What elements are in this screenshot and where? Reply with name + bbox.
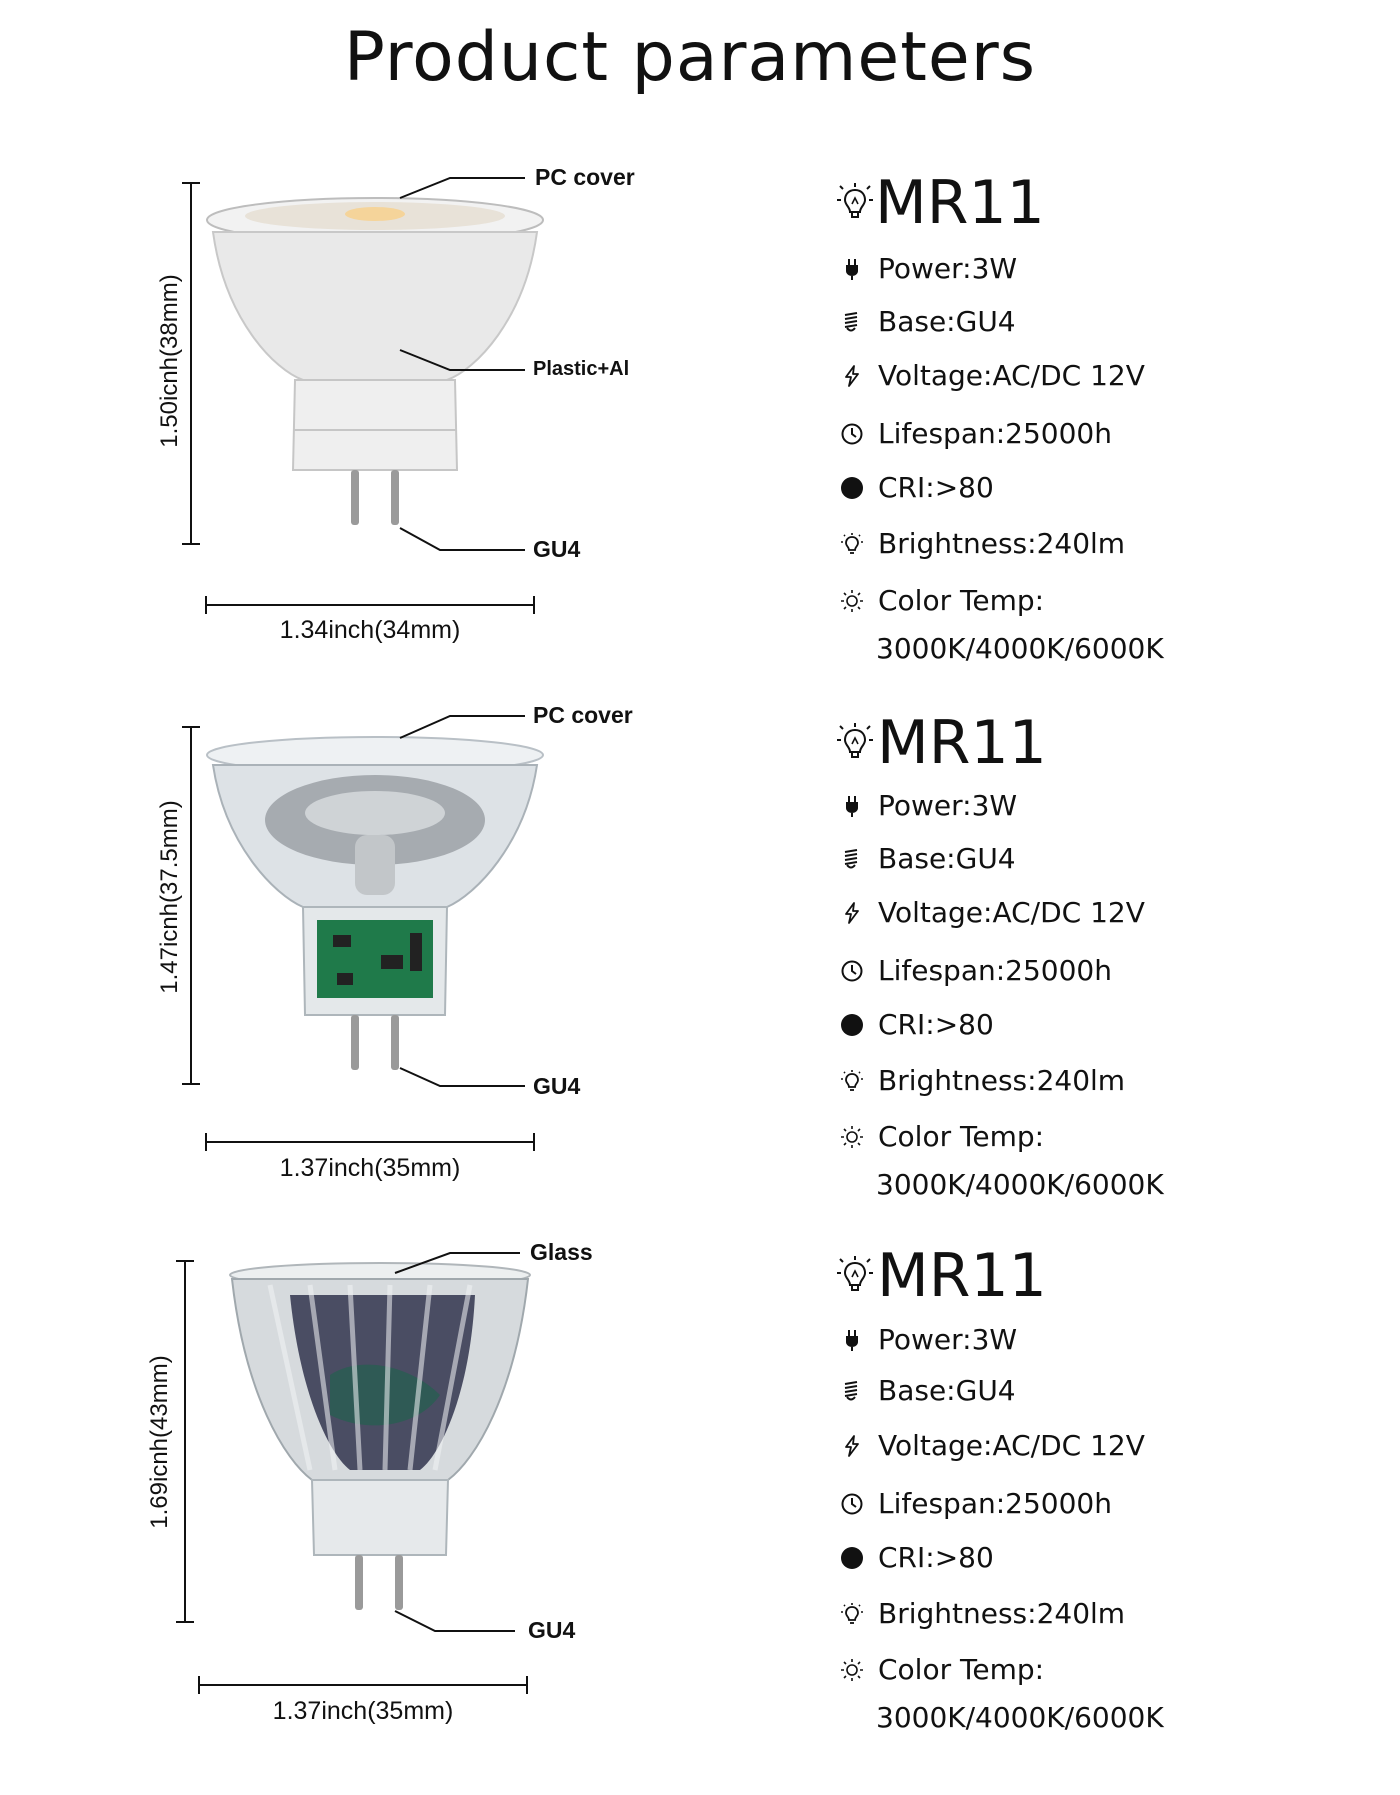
spec-brightness: Brightness:240lm	[840, 527, 1125, 560]
spec-cri: CRI:>80	[840, 471, 994, 504]
callout-pc-cover: PC cover	[535, 164, 635, 190]
lightbulb-idea-icon	[835, 182, 875, 222]
spec-base: Base:GU4	[840, 842, 1016, 875]
callout-plastic-al: Plastic+Al	[533, 358, 630, 380]
height-label: 1.47icnh(37.5mm)	[156, 800, 183, 994]
callout-gu4: GU4	[533, 536, 581, 562]
width-tick-right	[526, 1676, 528, 1694]
dot-icon	[840, 1013, 864, 1037]
width-label: 1.37inch(35mm)	[279, 1154, 461, 1182]
model-title: MR11	[877, 708, 1047, 778]
width-tick-right	[533, 1133, 535, 1151]
callout-gu4: GU4	[533, 1073, 581, 1099]
bolt-icon	[840, 1434, 864, 1458]
bolt-icon	[840, 364, 864, 388]
plug-icon	[840, 257, 864, 281]
product-section-1	[0, 160, 1400, 720]
spec-lifespan: Lifespan:25000h	[840, 1487, 1112, 1520]
sun-icon	[840, 1125, 864, 1149]
bulb-icon	[840, 1602, 864, 1626]
spec-lifespan: Lifespan:25000h	[840, 417, 1112, 450]
bolt-icon	[840, 901, 864, 925]
callout-pc-cover: PC cover	[533, 702, 633, 728]
model-title: MR11	[877, 1241, 1047, 1311]
base-icon	[840, 1379, 864, 1403]
bulb-icon	[840, 532, 864, 556]
base-icon	[840, 310, 864, 334]
spec-power: Power:3W	[840, 789, 1017, 822]
spec-lifespan: Lifespan:25000h	[840, 954, 1112, 987]
product-section-3	[0, 1235, 1400, 1795]
spec-voltage: Voltage:AC/DC 12V	[840, 359, 1145, 392]
sun-icon	[840, 1658, 864, 1682]
lightbulb-idea-icon	[835, 1255, 875, 1295]
spec-power: Power:3W	[840, 252, 1017, 285]
model-title: MR11	[875, 168, 1045, 238]
callout-gu4: GU4	[528, 1617, 576, 1643]
dot-icon	[840, 1546, 864, 1570]
lightbulb-idea-icon	[835, 722, 875, 762]
width-label: 1.37inch(35mm)	[272, 1697, 454, 1725]
callout-glass: Glass	[530, 1239, 593, 1265]
width-line	[205, 1141, 535, 1143]
bulb-icon	[840, 1069, 864, 1093]
height-label: 1.50icnh(38mm)	[156, 274, 183, 448]
spec-color-temp: Color Temp:	[840, 1120, 1044, 1153]
page-title: Product parameters	[343, 18, 1037, 97]
sun-icon	[840, 589, 864, 613]
plug-icon	[840, 1328, 864, 1352]
height-label: 1.69icnh(43mm)	[146, 1355, 173, 1529]
spec-base: Base:GU4	[840, 305, 1016, 338]
spec-color-temp: Color Temp:	[840, 584, 1044, 617]
base-icon	[840, 847, 864, 871]
width-tick-right	[533, 596, 535, 614]
clock-icon	[840, 959, 864, 983]
spec-brightness: Brightness:240lm	[840, 1064, 1125, 1097]
spec-power: Power:3W	[840, 1323, 1017, 1356]
spec-color-temp: Color Temp:	[840, 1653, 1044, 1686]
width-line	[198, 1684, 528, 1686]
spec-cri: CRI:>80	[840, 1008, 994, 1041]
clock-icon	[840, 422, 864, 446]
spec-color-temp-values: 3000K/4000K/6000K	[876, 632, 1164, 665]
spec-color-temp-values: 3000K/4000K/6000K	[876, 1168, 1164, 1201]
spec-base: Base:GU4	[840, 1374, 1016, 1407]
product-section-2	[0, 700, 1400, 1260]
width-label: 1.34inch(34mm)	[279, 616, 461, 644]
dot-icon	[840, 476, 864, 500]
spec-brightness: Brightness:240lm	[840, 1597, 1125, 1630]
spec-voltage: Voltage:AC/DC 12V	[840, 896, 1145, 929]
width-line	[205, 604, 535, 606]
plug-icon	[840, 794, 864, 818]
spec-voltage: Voltage:AC/DC 12V	[840, 1429, 1145, 1462]
clock-icon	[840, 1492, 864, 1516]
spec-cri: CRI:>80	[840, 1541, 994, 1574]
spec-color-temp-values: 3000K/4000K/6000K	[876, 1701, 1164, 1734]
